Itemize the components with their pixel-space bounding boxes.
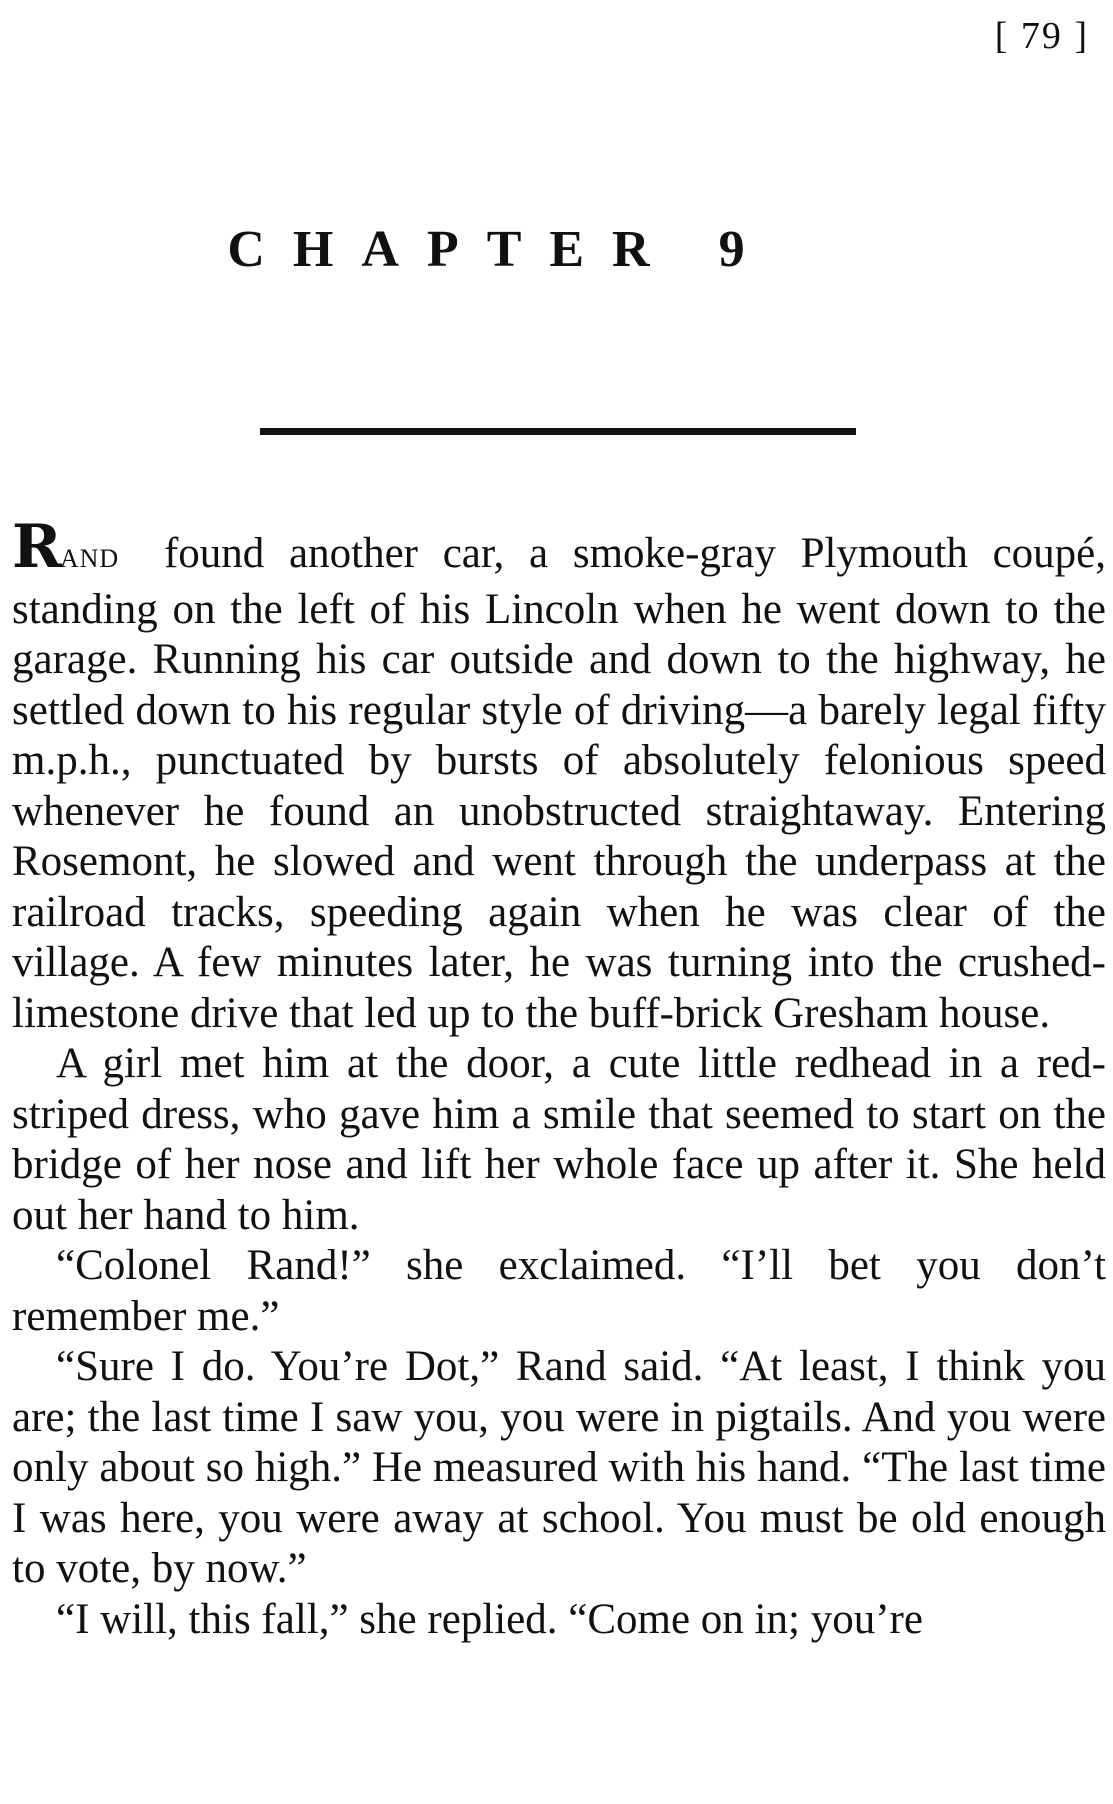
- chapter-heading: CHAPTER 9: [227, 221, 773, 278]
- paragraph-1: [12, 512, 1106, 1039]
- paragraph-5: “I will, this fall,” she replied. “Come on in; you’re: [56, 1595, 923, 1643]
- paragraph-2: A girl met him at the door, a cute little redhead in a red-striped dress, who gave him a smile that seemed to start on the bridge of her nose and lift her whole face up after it. She held out her hand to him.: [12, 1040, 1106, 1239]
- paragraph-3: “Colonel Rand!” she exclaimed. “I’ll bet you don’t remember me.”: [12, 1242, 1106, 1340]
- paragraph-4: “Sure I do. You’re Dot,” Rand said. “At least, I think you are; the last time I saw you, you were in pigtails. And you were only about so high.” He measured with his hand. “The last time I was here, you were away at school. You must be old enough to vote, by now.”: [12, 1343, 1106, 1592]
- page-number: [ 79 ]: [994, 15, 1089, 57]
- chapter-divider: [260, 428, 856, 435]
- drop-cap: R: [12, 512, 60, 582]
- drop-cap-small-caps: AND: [59, 544, 120, 573]
- chapter-body: [12, 512, 1106, 1645]
- paragraph-text: found another car, a smoke-gray Plymouth coupé, standing on the left of his Lincoln when he went down to the garage. Running his car outside and down to the highway, he settled down to his regular style of driving—a barely legal fifty m.p.h., punctuated by bursts of absolutely felonious speed whenever he found an unobstructed straightaway. Entering Rosemont, he slowed and went through the underpass at the railroad tracks, speeding again when he was clear of the village. A few minutes later, he was turning into the crushed-limestone drive that led up to the buff-brick Gresham house.: [12, 530, 1106, 1037]
